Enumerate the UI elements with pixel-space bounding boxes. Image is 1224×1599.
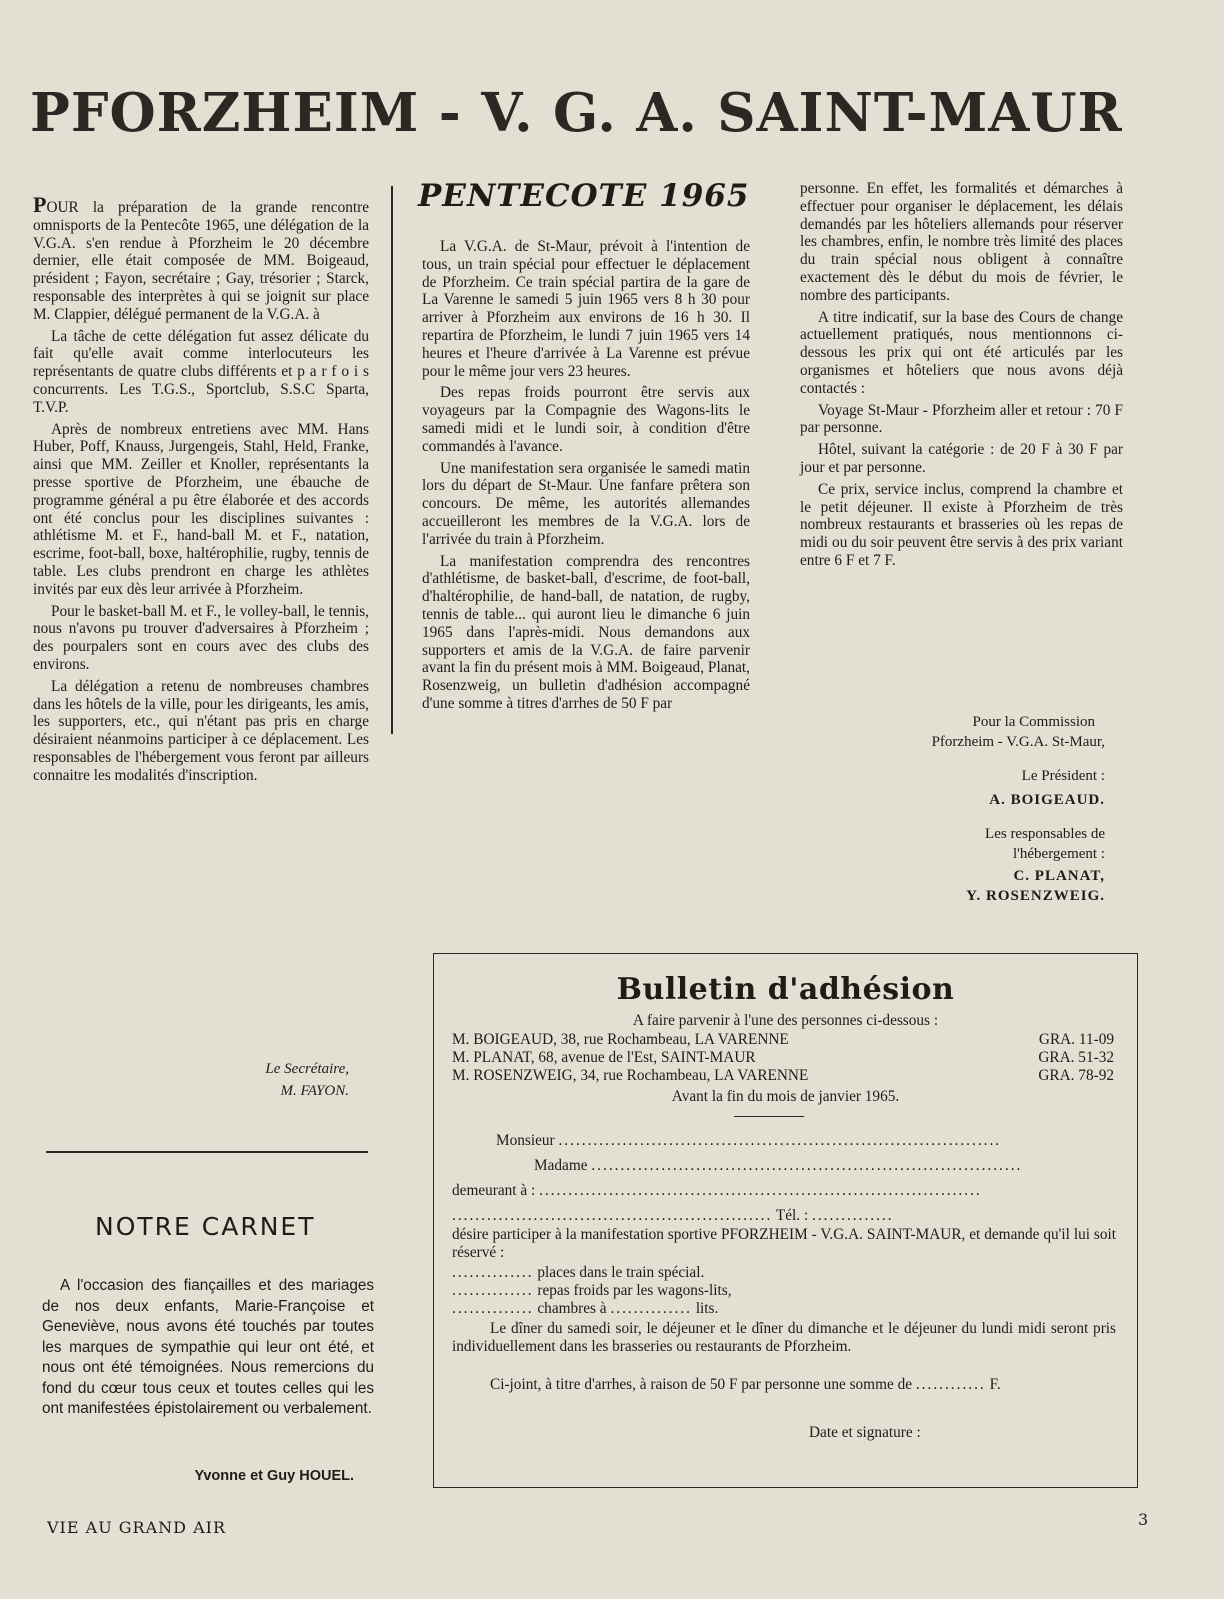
commission-line-2: Pforzheim - V.G.A. St-Maur,	[931, 734, 1105, 750]
monsieur-dots: ............................................................................	[558, 1132, 1002, 1149]
section-heading-pentecote: PENTECOTE 1965	[418, 178, 750, 214]
chambres-field[interactable]	[452, 1300, 718, 1318]
places-field[interactable]	[452, 1264, 704, 1282]
address-phone: GRA. 51-32	[1038, 1049, 1114, 1066]
franc-label: F.	[989, 1376, 1001, 1393]
article-column-2	[422, 238, 750, 717]
president-name: A. BOIGEAUD.	[989, 792, 1105, 808]
col2-paragraph-1: La V.G.A. de St-Maur, prévoit à l'intention de tous, un train spécial pour effectuer le déplacement de Pforzheim. Ce train spécial partira de la gare de La Varenne le samedi 5 juin 1965 vers 8 h 30 pour arriver à Pforzheim aux environs de 16 h 30. Il repartira de Pforzheim, le lundi 7 juin 1965 vers 14 heures et l'heure d'arrivée à La Varenne est prévue pour le même jour vers 23 heures.	[422, 238, 750, 380]
address-row	[452, 1031, 1114, 1049]
col3-paragraph-2: A titre indicatif, sur la base des Cours de change actuellement pratiqués, nous mentionnons ci-dessous les prix qui ont été articulés par les organismes et hôteliers que nous avons déjà contactés :	[800, 308, 1123, 397]
cijoint-label: Ci-joint, à titre d'arrhes, à raison de 50 F par personne une somme de	[490, 1376, 913, 1393]
drop-cap: P	[33, 192, 47, 217]
president-role: Le Président :	[1021, 768, 1105, 784]
diner-text	[452, 1320, 1116, 1358]
address-list	[452, 1031, 1114, 1085]
demeurant-label: demeurant à :	[452, 1182, 536, 1199]
chambres-dots: ..............	[452, 1300, 534, 1317]
repas-label: repas froids par les wagons-lits,	[537, 1282, 732, 1299]
places-label: places dans le train spécial.	[537, 1264, 705, 1281]
tel-dots: ..............	[812, 1207, 894, 1224]
amount-dots: ............	[915, 1376, 986, 1393]
address-text: M. PLANAT, 68, avenue de l'Est, SAINT-MAUR	[452, 1049, 756, 1066]
col3-paragraph-3: Voyage St-Maur - Pforzheim aller et retour : 70 F par personne.	[800, 401, 1123, 437]
address-text: M. BOIGEAUD, 38, rue Rochambeau, LA VARENNE	[452, 1031, 789, 1048]
col1-paragraph-3: Après de nombreux entretiens avec MM. Hans Huber, Poff, Knauss, Jurgengeis, Stahl, Held, Franke, ainsi que MM. Zeiller et Knoller, représentants la presse sportive de Pforzheim, une ébauche de programme général a pu être élaborée et des accords ont été conclus pour les disciplines suivantes : athlétisme M. et F., hand-ball M. et F., natation, escrime, foot-ball, boxe, haltérophilie, rugby, tennis de table. Les clubs prendront en charge les athlètes invités par eux dès leur arrivée à Pforzheim.	[33, 420, 369, 598]
bulletin-title: Bulletin d'adhésion	[616, 972, 955, 1007]
article-column-1	[33, 192, 369, 789]
address-row	[452, 1067, 1114, 1085]
lits-label: lits.	[695, 1300, 719, 1317]
monsieur-field[interactable]	[496, 1129, 1116, 1154]
column-divider	[391, 186, 393, 734]
madame-dots: ..........................................................................	[591, 1157, 1023, 1174]
madame-field[interactable]	[534, 1154, 1116, 1179]
col2-paragraph-2: Des repas froids pourront être servis aux voyageurs par la Compagnie des Wagons-lits le samedi midi et le lundi soir, à condition d'être commandés à l'avance.	[422, 384, 750, 455]
hebergement-name-2: Y. ROSENZWEIG.	[966, 888, 1105, 904]
demeurant-field[interactable]	[452, 1179, 1116, 1204]
date-signature-label: Date et signature :	[809, 1424, 921, 1441]
bulletin-box	[433, 953, 1138, 1488]
secretary-signature	[33, 1058, 349, 1102]
col1-paragraph-4: Pour le basket-ball M. et F., le volley-ball, le tennis, nous n'avons pu trouver d'adversaires à Pforzheim ; des pourpalers sont en cours avec des clubs des environs.	[33, 602, 369, 673]
tel-label: Tél. :	[775, 1207, 809, 1224]
bulletin-separator	[734, 1116, 804, 1117]
demeurant-dots: ............................................................................	[539, 1182, 982, 1199]
cijoint-paragraph	[452, 1376, 1116, 1394]
carnet-text	[42, 1276, 374, 1420]
col1-paragraph-5: La délégation a retenu de nombreuses chambres dans les hôtels de la ville, pour les dirigeants, les amis, les supporters, etc., qui n'étant pas pris en charge désiraient néanmoins participer à ce déplacement. Les responsables de l'hébergement vous feront par ailleurs connaitre les modalités d'inscription.	[33, 677, 369, 784]
madame-label: Madame	[534, 1157, 588, 1174]
col3-paragraph-5: Ce prix, service inclus, comprend la chambre et le petit déjeuner. Il existe à Pforzheim de très nombreux restaurants et brasseries où les repas de midi ou du soir peuvent être servis à des prix variant entre 6 F et 7 F.	[800, 480, 1123, 569]
col3-paragraph-4: Hôtel, suivant la catégorie : de 20 F à 30 F par jour et par personne.	[800, 441, 1123, 476]
commission-signature-block	[800, 712, 1123, 906]
bulletin-deadline: Avant la fin du mois de janvier 1965.	[671, 1088, 900, 1105]
desire-paragraph: désire participer à la manifestation sportive PFORZHEIM - V.G.A. SAINT-MAUR, et demande qu'il lui soit réservé :	[452, 1226, 1116, 1261]
article-column-3	[800, 180, 1123, 574]
section-divider	[46, 1151, 368, 1153]
page-number: 3	[1138, 1510, 1150, 1529]
lits-dots: ..............	[610, 1300, 692, 1317]
repas-dots: ..............	[452, 1282, 534, 1299]
cijoint-text	[452, 1376, 1116, 1396]
address-row	[452, 1049, 1114, 1067]
diner-paragraph: Le dîner du samedi soir, le déjeuner et le dîner du dimanche et le déjeuner du lundi midi seront pris individuellement dans les brasseries ou restaurants de Pforzheim.	[452, 1320, 1116, 1355]
places-dots: ..............	[452, 1264, 534, 1281]
tel-field[interactable]	[452, 1204, 1116, 1229]
monsieur-label: Monsieur	[496, 1132, 555, 1149]
secretary-role: Le Secrétaire,	[265, 1061, 349, 1077]
repas-field[interactable]	[452, 1282, 732, 1300]
carnet-signature: Yvonne et Guy HOUEL.	[194, 1468, 354, 1484]
chambres-label: chambres à	[537, 1300, 607, 1317]
address-dots: .......................................................	[452, 1207, 773, 1224]
magazine-name: VIE AU GRAND AIR	[47, 1518, 226, 1537]
desire-text	[452, 1226, 1116, 1264]
col3-paragraph-1: personne. En effet, les formalités et démarches à effectuer pour organiser le déplacement, les délais demandés par les hôteliers allemands pour réserver les chambres, enfin, le nombre très limité des places du train spécial nous obligent à connaître exactement dès le début du mois de février, le nombre des participants.	[800, 180, 1123, 304]
hebergement-role-2: l'hébergement :	[1013, 846, 1105, 862]
col1-paragraph-2: La tâche de cette délégation fut assez délicate du fait qu'elle avait comme interlocuteurs les représentants de quatre clubs différents et p a r f o i s concurrents. Les T.G.S., Sportclub, S.S.C Sparta, T.V.P.	[33, 327, 369, 416]
address-phone: GRA. 78-92	[1038, 1067, 1114, 1084]
address-text: M. ROSENZWEIG, 34, rue Rochambeau, LA VARENNE	[452, 1067, 809, 1084]
page-title: PFORZHEIM - V. G. A. SAINT-MAUR	[30, 82, 1123, 144]
col2-paragraph-4: La manifestation comprendra des rencontres d'athlétisme, de basket-ball, d'escrime, de foot-ball, d'haltérophilie, de hand-ball, de natation, de rugby, tennis de table... qui auront lieu le dimanche 6 juin 1965 dans l'après-midi. Nous demandons aux supporters et amis de la V.G.A. de faire parvenir avant la fin du présent mois à MM. Boigeaud, Planat, Rosenzweig, un bulletin d'adhésion accompagné d'une somme à titres d'arrhes de 50 F par	[422, 552, 750, 712]
secretary-name: M. FAYON.	[280, 1083, 349, 1099]
commission-line-1: Pour la Commission	[972, 714, 1095, 730]
col2-paragraph-3: Une manifestation sera organisée le samedi matin lors du départ de St-Maur. Une fanfare prêtera son concours. De même, les autorités allemandes accueilleront les membres de la V.G.A. lors de l'arrivée du train à Pforzheim.	[422, 459, 750, 548]
hebergement-name-1: C. PLANAT,	[1013, 868, 1105, 884]
bulletin-intro: A faire parvenir à l'une des personnes ci-dessous :	[632, 1012, 939, 1029]
carnet-title: NOTRE CARNET	[95, 1212, 316, 1241]
address-phone: GRA. 11-09	[1038, 1031, 1114, 1048]
carnet-paragraph: A l'occasion des fiançailles et des mariages de nos deux enfants, Marie-Françoise et Geneviève, nous avons été touchés par toutes les marques de sympathie qui leur ont été, et nous ont été témoignées. Nous remercions du fond du cœur tous ceux et toutes celles qui les ont manifestées épistolairement ou verbalement.	[42, 1277, 374, 1417]
hebergement-role-1: Les responsables de	[985, 826, 1105, 842]
col1-paragraph-1: OUR la préparation de la grande rencontre omnisports de la Pentecôte 1965, une délégation de la V.G.A. s'en rendue à Pforzheim le 20 décembre dernier, elle était composée de MM. Boigeaud, président ; Fayon, secrétaire ; Gay, trésorier ; Starck, responsable des interprètes à qui se joignit sur place M. Clappier, délégué permanent de la V.G.A. à	[33, 199, 369, 323]
